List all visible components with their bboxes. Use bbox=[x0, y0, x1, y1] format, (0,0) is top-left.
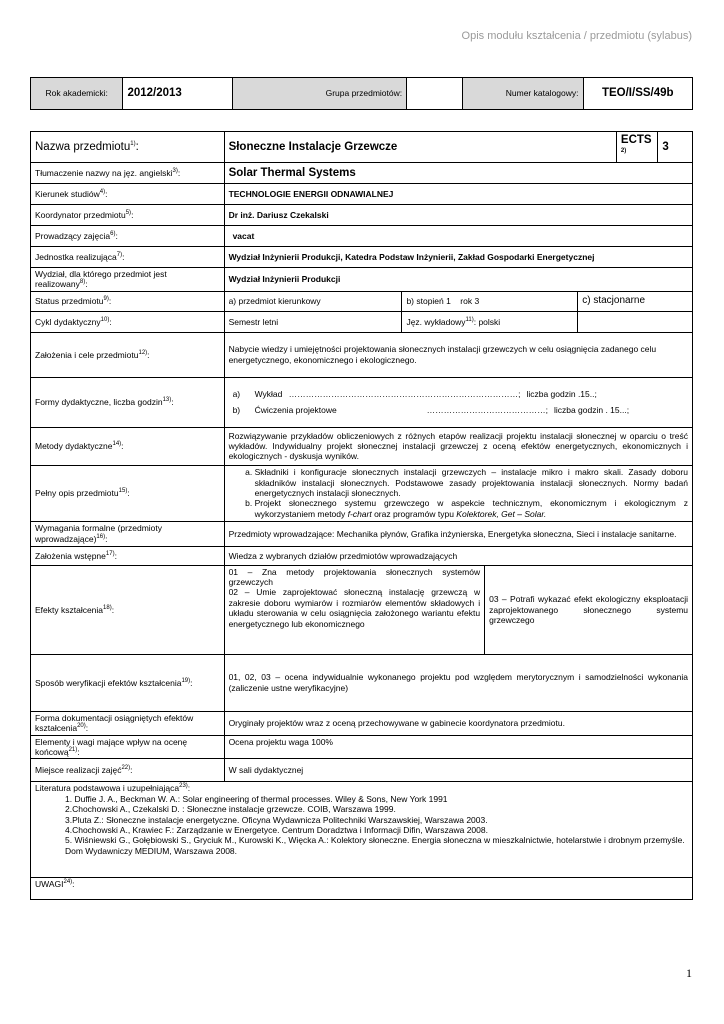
row-koordynator bbox=[31, 205, 693, 226]
forma-label: Forma dokumentacji osiągniętych efektów kształcenia$^{20)}$: bbox=[31, 711, 225, 735]
numer-value: TEO/I/SS/49b bbox=[583, 78, 692, 110]
prowadzacy-value: vacat bbox=[224, 226, 692, 247]
rok-label: Rok akademicki: bbox=[31, 78, 123, 110]
jednostka-label: Jednostka realizująca$^{7)}$: bbox=[31, 247, 225, 268]
grupa-value bbox=[407, 78, 463, 110]
status-c: c) stacjonarne bbox=[578, 291, 693, 311]
opis-value bbox=[224, 465, 692, 521]
literatura-item: 2.Chochowski A., Czekalski D. : Słoneczne instalacje grzewcze. COIB, Warszawa 1999. bbox=[65, 804, 396, 815]
opis-item-b: b. Projekt słonecznego systemu grzewczego w aspekcie technicznym, ekonomicznym i ekologicznym z wykorzystaniem metody f-chart oraz programów typu Kolektorek, Get – Solar. bbox=[255, 498, 688, 519]
cykl-empty bbox=[578, 311, 693, 332]
metody-label: Metody dydaktyczne$^{14)}$: bbox=[31, 427, 225, 465]
tlumaczenie-label: Tłumaczenie nazwy na jęz. angielski$^{3)}$: bbox=[31, 163, 225, 184]
ects-label: ECTS $^{2)}$ bbox=[616, 132, 658, 163]
miejsce-value: W sali dydaktycznej bbox=[224, 759, 692, 782]
wydzial-label: Wydział, dla którego przedmiot jest realizowany$^{8)}$: bbox=[31, 268, 225, 292]
row-uwagi bbox=[31, 878, 693, 900]
nazwa-value: Słoneczne Instalacje Grzewcze bbox=[224, 132, 616, 163]
koordynator-value: Dr inż. Dariusz Czekalski bbox=[224, 205, 692, 226]
literatura-list bbox=[35, 794, 688, 856]
row-prowadzacy bbox=[31, 226, 693, 247]
literatura-cell bbox=[31, 782, 693, 878]
syllabus-table bbox=[30, 131, 693, 900]
cykl-value: Semestr letni bbox=[224, 311, 402, 332]
forma-value: Oryginały projektów wraz z oceną przechowywane w gabinecie koordynatora przedmiotu. bbox=[224, 711, 692, 735]
rok-value: 2012/2013 bbox=[123, 78, 232, 110]
row-zalozenia bbox=[31, 332, 693, 377]
literatura-label: Literatura podstawowa i uzupełniająca$^{23)}$: bbox=[35, 783, 191, 794]
row-jednostka bbox=[31, 247, 693, 268]
wstepne-value: Wiedza z wybranych działów przedmiotów wprowadzających bbox=[224, 546, 692, 565]
summary-table bbox=[30, 77, 693, 110]
formy-value bbox=[224, 377, 692, 427]
status-b: b) stopień 1 rok 3 bbox=[402, 291, 578, 311]
grupa-label: Grupa przedmiotów: bbox=[232, 78, 406, 110]
nazwa-label: Nazwa przedmiotu$^{1)}$: bbox=[31, 132, 225, 163]
metody-value: Rozwiązywanie przykładów obliczeniowych z różnych etapów realizacji projektu instalacji słonecznej w oparciu o treść wykładów. Indywidualny projekt słonecznej instalacji grzewczej z oceną efektów energetycznych, ekonomicznych i ekologicznych - dyskusja wyników. bbox=[224, 427, 692, 465]
tlumaczenie-value: Solar Thermal Systems bbox=[224, 163, 692, 184]
zalozenia-label: Założenia i cele przedmiotu$^{12)}$: bbox=[31, 332, 225, 377]
opis-item-a: a. Składniki i konfiguracje słonecznych instalacji grzewczych – instalacje mikro i makro skali. Zasady doboru składników instalacji słonecznych. Podstawowe zasady projektowania instalacji słonecznych. Normy badań energetycznych instalacji słonecznych. bbox=[255, 467, 688, 498]
row-wstepne bbox=[31, 546, 693, 565]
wydzial-value: Wydział Inżynierii Produkcji bbox=[224, 268, 692, 292]
row-status bbox=[31, 291, 693, 311]
row-elementy bbox=[31, 735, 693, 759]
efekty-right: 03 – Potrafi wykazać efekt ekologiczny eksploatacji zaprojektowanego słonecznego systemu grzewczego bbox=[485, 565, 693, 654]
form-item-cwiczenia: b) Ćwiczenia projektowe ……………………………………; liczba godzin . 15...; bbox=[232, 404, 630, 415]
sposob-value: 01, 02, 03 – ocena indywidualnie wykonanego projektu pod względem merytorycznym i samodzielności wykonania (zaliczenie ustne weryfikacyjne) bbox=[224, 654, 692, 711]
row-miejsce bbox=[31, 759, 693, 782]
literatura-item: 5. Wiśniewski G., Gołębiowski S., Gryciuk M., Kurowski K., Więcka A.: Kolektory słoneczne. Energia słoneczna w mieszkalnictwie, hotelarstwie i drobnym przemyśle. Dom Wydawniczy MEDIUM, Warszawa 2008. bbox=[65, 835, 685, 856]
wstepne-label: Założenia wstępne$^{17)}$: bbox=[31, 546, 225, 565]
literatura-item: 4.Chochowski A., Krawiec F.: Zarządzanie w Energetyce. Centrum Doradztwa i Informacji Difin, Warszawa 2008. bbox=[65, 824, 488, 835]
page-number: 1 bbox=[686, 966, 692, 980]
opis-label: Pełny opis przedmiotu$^{15)}$: bbox=[31, 465, 225, 521]
wymagania-label: Wymagania formalne (przedmioty wprowadzające)$^{16)}$: bbox=[31, 521, 225, 546]
jezyk-value: Jęz. wykładowy$^{11)}$: polski bbox=[402, 311, 578, 332]
elementy-value: Ocena projektu waga 100% bbox=[224, 735, 692, 759]
status-a: a) przedmiot kierunkowy bbox=[224, 291, 402, 311]
document-header: Opis modułu kształcenia / przedmiotu (sylabus) bbox=[461, 30, 692, 42]
prowadzacy-label: Prowadzący zajęcia$^{6)}$: bbox=[31, 226, 225, 247]
row-nazwa bbox=[31, 132, 693, 163]
row-metody bbox=[31, 427, 693, 465]
row-formy bbox=[31, 377, 693, 427]
row-literatura bbox=[31, 782, 693, 878]
form-item-wyklad: a) Wykład ………………………………………………………………………; liczba godzin .15..; bbox=[232, 389, 597, 400]
status-label: Status przedmiotu$^{9)}$: bbox=[31, 291, 225, 311]
row-cykl bbox=[31, 311, 693, 332]
ects-value: 3 bbox=[658, 132, 693, 163]
literatura-item: 1. Duffie J. A., Beckman W. A.: Solar engineering of thermal processes. Wiley & Sons, New York 1991 bbox=[65, 793, 448, 804]
efekty-label: Efekty kształcenia$^{18)}$: bbox=[31, 565, 225, 654]
literatura-item: 3.Pluta Z.: Słoneczne instalacje energetyczne. Oficyna Wydawnicza Politechniki Warszawskiej, Warszawa 2003. bbox=[65, 814, 488, 825]
formy-label: Formy dydaktyczne, liczba godzin$^{13)}$: bbox=[31, 377, 225, 427]
uwagi-cell: UWAGI$^{24)}$: bbox=[31, 878, 693, 900]
row-kierunek bbox=[31, 184, 693, 205]
row-sposob bbox=[31, 654, 693, 711]
koordynator-label: Koordynator przedmiotu$^{5)}$: bbox=[31, 205, 225, 226]
sposob-label: Sposób weryfikacji efektów kształcenia$^{19)}$: bbox=[31, 654, 225, 711]
jednostka-value: Wydział Inżynierii Produkcji, Katedra Podstaw Inżynierii, Zakład Gospodarki Energetycznej bbox=[224, 247, 692, 268]
cykl-label: Cykl dydaktyczny$^{10)}$: bbox=[31, 311, 225, 332]
row-efekty bbox=[31, 565, 693, 654]
zalozenia-value: Nabycie wiedzy i umiejętności projektowania słonecznych instalacji grzewczych w celu osiągnięcia zadanego celu energetycznego, ekonomicznego i ekologicznego. bbox=[224, 332, 692, 377]
elementy-label: Elementy i wagi mające wpływ na ocenę końcową$^{21)}$: bbox=[31, 735, 225, 759]
wymagania-value: Przedmioty wprowadzające: Mechanika płynów, Grafika inżynierska, Energetyka słoneczna, Sieci i instalacje sanitarne. bbox=[224, 521, 692, 546]
row-wydzial bbox=[31, 268, 693, 292]
numer-label: Numer katalogowy: bbox=[463, 78, 583, 110]
kierunek-label: Kierunek studiów$^{4)}$: bbox=[31, 184, 225, 205]
efekty-left: 01 – Zna metody projektowania słonecznych systemów grzewczych 02 – Umie zaprojektować słoneczną instalację grzewczą w zakresie doboru wymiarów i rozmiarów elementów składowych i układu sterowania w celu osiągnięcia założonego wariantu efektu energetycznego lub ekonomicznego bbox=[224, 565, 485, 654]
row-forma bbox=[31, 711, 693, 735]
row-tlumaczenie bbox=[31, 163, 693, 184]
kierunek-value: TECHNOLOGIE ENERGII ODNAWIALNEJ bbox=[224, 184, 692, 205]
miejsce-label: Miejsce realizacji zajęć$^{22)}$: bbox=[31, 759, 225, 782]
row-wymagania bbox=[31, 521, 693, 546]
row-opis bbox=[31, 465, 693, 521]
